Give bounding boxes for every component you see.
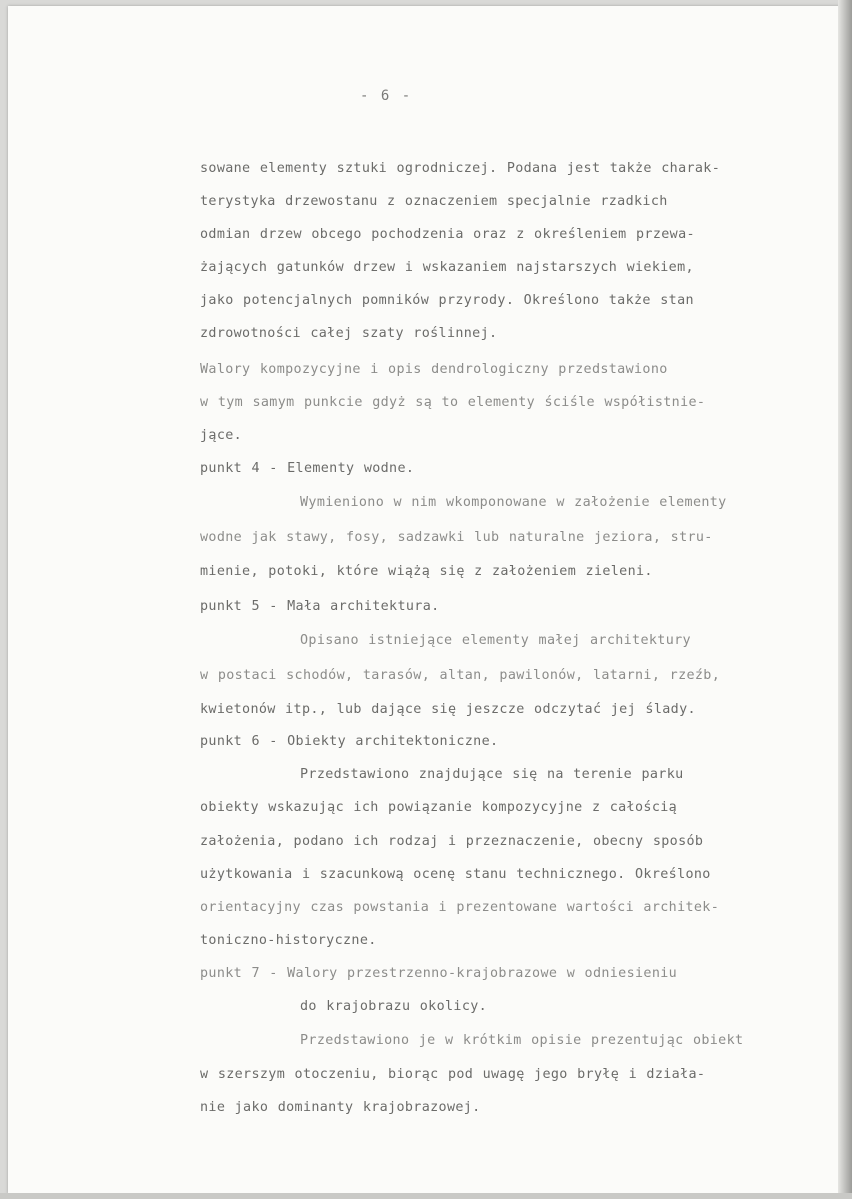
text-line: odmian drzew obcego pochodzenia oraz z określeniem przewa- [200,227,695,242]
text-line: w postaci schodów, tarasów, altan, pawilonów, latarni, rzeźb, [200,668,721,683]
section-heading: punkt 4 - Elementy wodne. [200,461,415,476]
text-line: sowane elementy sztuki ogrodniczej. Podana jest także charak- [200,161,721,176]
text-line: mienie, potoki, które wiążą się z założeniem zieleni. [200,564,653,579]
text-line: obiekty wskazując ich powiązanie kompozycyjne z całością [200,800,678,815]
text-line: jako potencjalnych pomników przyrody. Określono także stan [200,293,694,308]
text-line: Wymieniono w nim wkomponowane w założenie elementy [300,495,727,510]
text-line: użytkowania i szacunkową ocenę stanu technicznego. Określono [200,867,711,882]
text-line: nie jako dominanty krajobrazowej. [200,1100,481,1115]
text-line: Opisano istniejące elementy małej architektury [300,633,691,648]
text-line: w tym samym punkcie gdyż są to elementy ściśle współistnie- [200,395,706,410]
scan-edge-right [838,0,852,1199]
text-line: w szerszym otoczeniu, biorąc pod uwagę jego bryłę i działa- [200,1067,706,1082]
text-line: zdrowotności całej szaty roślinnej. [200,326,498,341]
section-heading: punkt 5 - Mała architektura. [200,599,440,614]
text-line: toniczno-historyczne. [200,933,377,948]
text-line: jące. [200,428,243,443]
text-line: Przedstawiono je w krótkim opisie prezentując obiekt [300,1033,744,1048]
text-line: Walory kompozycyjne i opis dendrologiczny przedstawiono [200,362,668,377]
page-number: - 6 - [360,88,413,104]
section-heading: punkt 7 - Walory przestrzenno-krajobrazowe w odniesieniu [200,966,678,981]
text-line: orientacyjny czas powstania i prezentowane wartości architek- [200,900,720,915]
text-line: założenia, podano ich rodzaj i przeznaczenie, obecny sposób [200,834,704,849]
text-line: terystyka drzewostanu z oznaczeniem specjalnie rzadkich [200,194,668,209]
text-line: kwietonów itp., lub dające się jeszcze odczytać jej ślady. [200,702,696,717]
text-line: żających gatunków drzew i wskazaniem najstarszych wiekiem, [200,260,694,275]
scan-edge-bottom [0,1193,852,1199]
text-line: wodne jak stawy, fosy, sadzawki lub naturalne jeziora, stru- [200,530,713,545]
text-line: do krajobrazu okolicy. [300,999,488,1014]
section-heading: punkt 6 - Obiekty architektoniczne. [200,734,499,749]
text-line: Przedstawiono znajdujące się na terenie parku [300,767,684,782]
